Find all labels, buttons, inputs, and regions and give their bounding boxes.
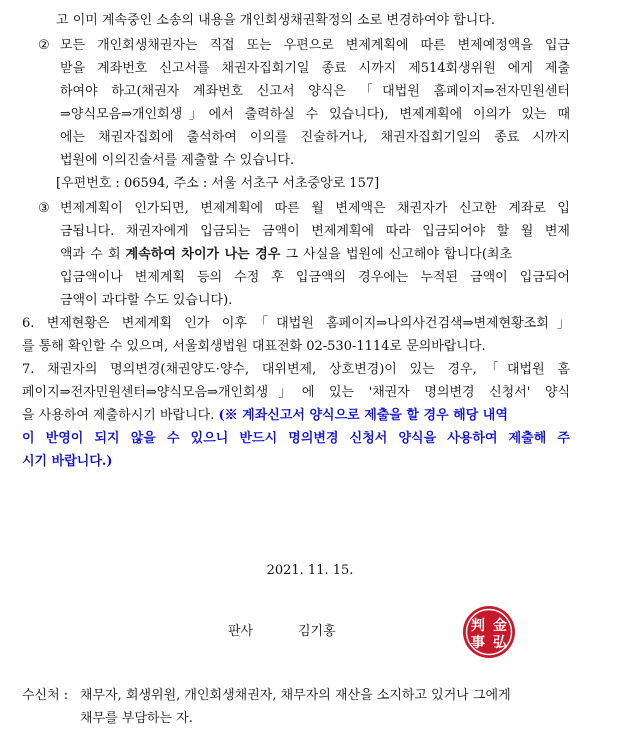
sub3-line-3a: 액과 수 회 <box>60 247 126 262</box>
item6-line-1: 6. 변제현황은 변제계획 인가 이후「대법원 홈페이지⇒나의사건검색⇒변제현황조회」 <box>22 316 570 331</box>
svg-text:判: 判 <box>471 618 485 634</box>
sub2-number: ② <box>38 38 50 53</box>
sub3-line-3b: 그 사실을 법원에 신고해야 합니다(최초 <box>280 247 513 262</box>
item2-continuation-line: 고 이미 계속중인 소송의 내용을 개인회생채권확정의 소로 변경하여야 합니다. <box>56 13 496 28</box>
item7-line-1: 7. 채권자의 명의변경(채권양도·양수, 대위변제, 상호변경)이 있는 경우,「대법원 홈 <box>22 362 570 377</box>
sub3-line-4: 입금액이나 변제계획 등의 수정 후 입금액의 경우에는 누적된 금액이 입금되어 <box>60 270 570 285</box>
sub2-line-4: ⇒양식모음⇒개인회생」에서 출력하실 수 있습니다), 변제계획에 이의가 있는 때 <box>60 107 570 122</box>
sub2-line-1: 모든 개인회생채권자는 직접 또는 우편으로 변제계획에 따른 변제예정액을 입금 <box>60 38 570 53</box>
item7-line-2: 페이지⇒전자민원센터⇒양식모음⇒개인회생」에 있는 '채권자 명의변경 신청서' 양식 <box>22 385 570 400</box>
document-date: 2021. 11. 15. <box>266 563 354 578</box>
sub2-line-3: 하여야 하고(채권자 계좌번호 신고서 양식은 「대법원 홈페이지⇒전자민원센터 <box>60 84 570 99</box>
judge-title: 판사 <box>228 624 254 639</box>
item7-notice-start: (※ 계좌신고서 양식으로 제출을 할 경우 해당 내역 <box>218 408 508 423</box>
recipients-label: 수신처 : <box>22 688 69 703</box>
item7-line-3a: 을 사용하여 제출하시기 바랍니다. <box>22 408 219 423</box>
sub3-line-3-bold: 계속하여 차이가 나는 경우 <box>125 247 281 262</box>
sub2-line-6: 법원에 이의진술서를 제출할 수 있습니다. <box>60 153 295 168</box>
sub2-line-2: 받을 계좌번호 신고서를 채권자집회기일 종료 시까지 제514회생위원 에게 제출 <box>60 61 570 76</box>
item7-notice-line-3: 시기 바랍니다.) <box>22 454 113 469</box>
sub3-number: ③ <box>38 201 50 216</box>
judge-seal-stamp <box>460 603 518 661</box>
sub2-line-5: 에는 채권자집회에 출석하여 이의를 진술하거나, 채권자집회기일의 종료 시까지 <box>60 130 570 145</box>
item6-line-2: 를 통해 확인할 수 있으며, 서울회생법원 대표전화 02-530-1114로 문의바랍니다. <box>22 339 486 354</box>
svg-text:事: 事 <box>471 635 485 651</box>
court-address: [우편번호 : 06594, 주소 : 서울 서초구 서초중앙로 157] <box>56 176 380 191</box>
sub3-line-1: 변제계획이 인가되면, 변제계획에 따른 월 변제액은 채권자가 신고한 계좌로 입 <box>60 201 570 216</box>
svg-text:弘: 弘 <box>493 635 507 651</box>
recipients-line-1: 채무자, 회생위원, 개인회생채권자, 채무자의 재산을 소지하고 있거나 그에게 <box>80 688 511 703</box>
item7-line-3 <box>22 408 508 424</box>
recipients-line-2: 채무를 부담하는 자. <box>80 711 193 726</box>
svg-text:金: 金 <box>493 618 507 634</box>
sub3-line-2: 금됩니다. 채권자에게 입금되는 금액이 변제계획에 따라 입금되어야 할 월 변제 <box>60 224 570 239</box>
sub3-line-3 <box>60 247 512 263</box>
sub3-line-5: 금액이 과다할 수도 있습니다). <box>60 293 233 308</box>
item7-notice-line-2: 이 반영이 되지 않을 수 있으니 반드시 명의변경 신청서 양식을 사용하여 제출해 주 <box>22 431 570 446</box>
judge-name: 김기홍 <box>298 624 336 639</box>
